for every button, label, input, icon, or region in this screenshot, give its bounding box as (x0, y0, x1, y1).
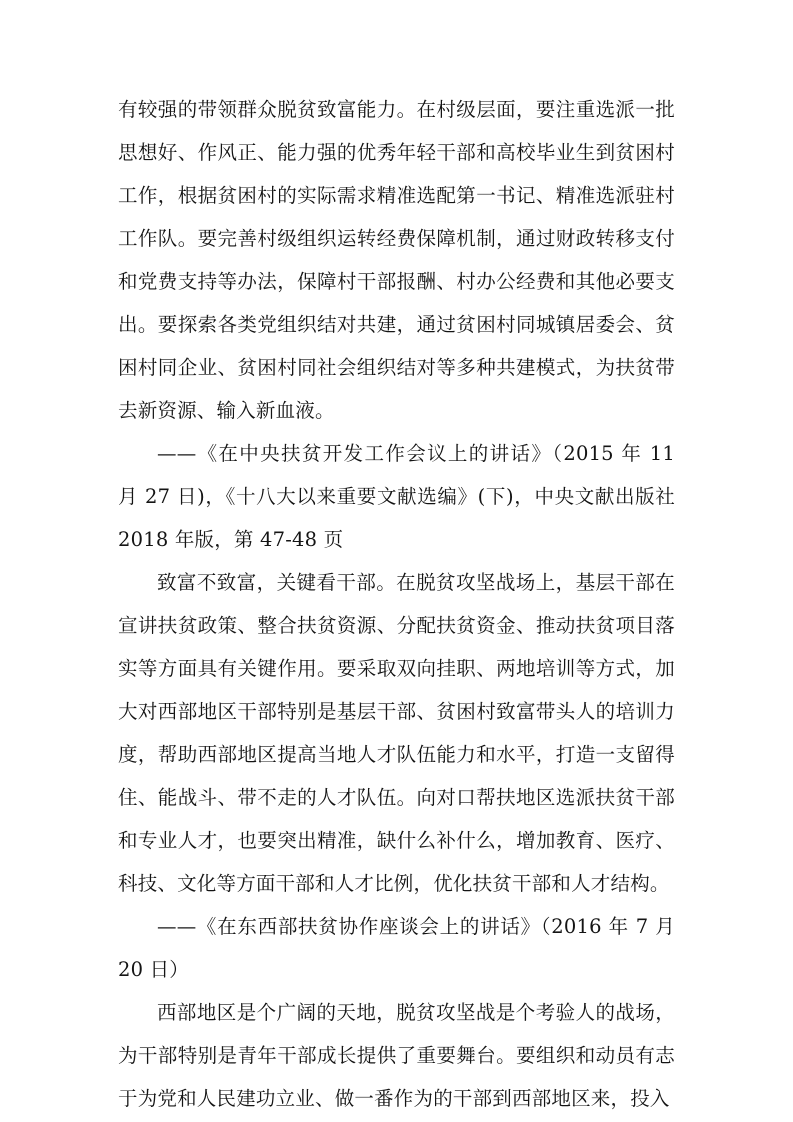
paragraph-citation-1: ——《在中央扶贫开发工作会议上的讲话》（2015 年 11 月 27 日)，《十八大以来重要文献选编》(下)，中央文献出版社 2018 年版，第 47-48 页 (118, 442, 675, 551)
paragraph-body-1: 致富不致富，关键看干部。在脱贫攻坚战场上，基层干部在宣讲扶贫政策、整合扶贫资源、分配扶贫资金、推动扶贫项目落实等方面具有关键作用。要采取双向挂职、两地培训等方式，加大对西部地区干部特别是基层干部、贫困村致富带头人的培训力度，帮助西部地区提高当地人才队伍能力和水平，打造一支留得住、能战斗、带不走的人才队伍。向对口帮扶地区选派扶贫干部和专业人才，也要突出精准，缺什么补什么，增加教育、医疗、科技、文化等方面干部和人才比例，优化扶贫干部和人才结构。 (118, 571, 675, 895)
document-body (118, 88, 675, 1120)
paragraph-body-2: 西部地区是个广阔的天地，脱贫攻坚战是个考验人的战场，为干部特别是青年干部成长提供了重要舞台。要组织和动员有志于为党和人民建功立业、做一番作为的干部到西部地区来，投入 (118, 1001, 675, 1110)
paragraph-citation-2: ——《在东西部扶贫协作座谈会上的讲话》（2016 年 7 月 20 日） (118, 915, 675, 981)
paragraph-continuation: 有较强的带领群众脱贫致富能力。在村级层面，要注重选派一批思想好、作风正、能力强的优秀年轻干部和高校毕业生到贫困村工作，根据贫困村的实际需求精准选配第一书记、精准选派驻村工作队。要完善村级组织运转经费保障机制，通过财政转移支付和党费支持等办法，保障村干部报酬、村办公经费和其他必要支出。要探索各类党组织结对共建，通过贫困村同城镇居委会、贫困村同企业、贫困村同社会组织结对等多种共建模式，为扶贫带去新资源、输入新血液。 (118, 98, 675, 422)
